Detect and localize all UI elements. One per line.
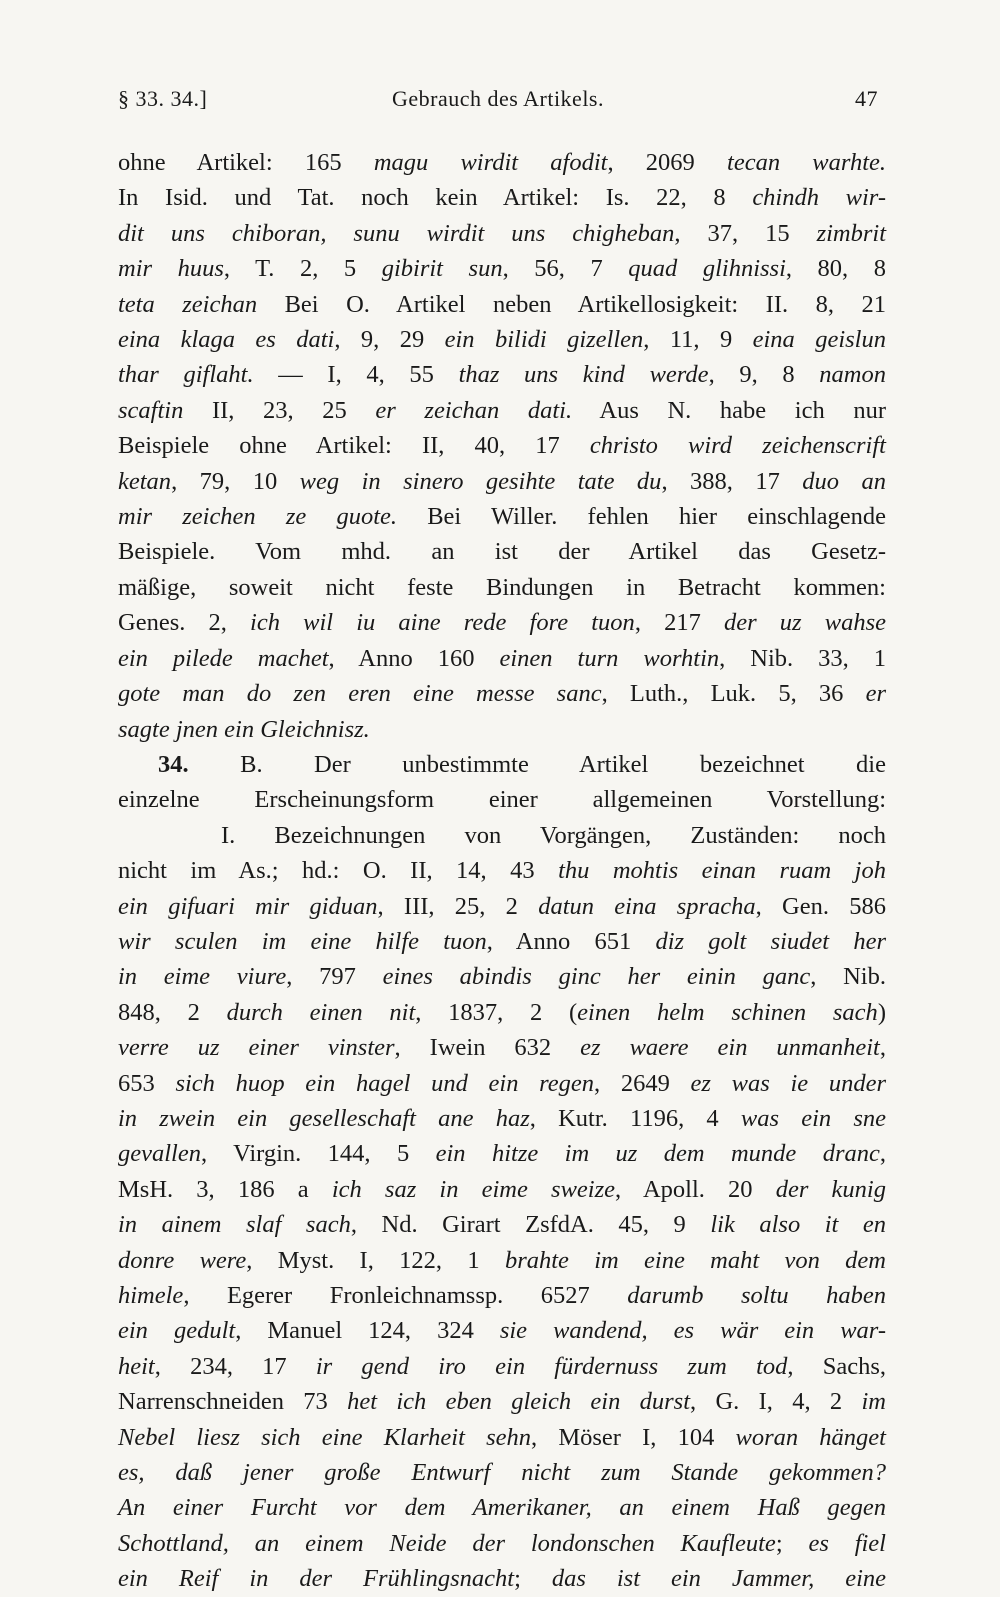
text-line: [118, 995, 886, 1030]
text-run: Beispiele ohne Artikel: II, 40, 17: [118, 432, 590, 460]
text-run: In Isid. und Tat. noch kein Artikel: Is. 22, 8: [118, 184, 753, 212]
italic-quote: mir zeichen ze guote.: [118, 503, 398, 531]
text-run: , 234, 17: [154, 1352, 316, 1380]
italic-quote: er zeichan dati.: [375, 396, 573, 424]
text-line: [118, 145, 886, 180]
italic-quote: donre were: [118, 1246, 247, 1274]
text-run: , Myst. I, 122, 1: [246, 1246, 505, 1274]
italic-quote: ein bilidi gizellen: [444, 326, 644, 354]
italic-quote: An einer Furcht vor dem Amerikaner, an einem Haß gegen: [118, 1494, 886, 1522]
text-line: [118, 322, 886, 357]
text-line: [118, 216, 886, 251]
italic-quote: thar giflaht.: [118, 361, 254, 389]
text-run: Bei Willer. fehlen hier einschlagende: [397, 503, 886, 531]
text-line: [118, 818, 886, 853]
text-run: II, 23, 25: [183, 396, 376, 424]
text-line: [118, 641, 886, 676]
italic-quote: darumb soltu haben: [627, 1282, 886, 1309]
text-run: nicht im As.; hd.: O. II, 14, 43: [118, 857, 559, 885]
italic-quote: durch einen nit: [226, 998, 416, 1026]
running-title: Gebrauch des Artikels.: [392, 86, 604, 111]
text-line: [118, 676, 886, 711]
text-line: [118, 1420, 886, 1455]
text-run: Beispiele. Vom mhd. an ist der Artikel das Gesetz-: [118, 538, 886, 566]
text-line: [118, 1561, 886, 1596]
italic-quote: der kunig: [775, 1175, 886, 1203]
italic-quote: gevallen: [118, 1140, 201, 1168]
text-line: [118, 853, 886, 888]
text-run: , Manuel 124, 324: [235, 1317, 500, 1345]
text-run: , Nd. Girart ZsfdA. 45, 9: [350, 1211, 711, 1239]
italic-quote: weg in sinero gesihte tate du: [299, 467, 662, 495]
text-run: , III, 25, 2: [377, 892, 539, 920]
italic-quote: einen turn worhtin: [499, 644, 720, 672]
text-line: [118, 1243, 886, 1278]
italic-quote: teta zeichan: [118, 290, 258, 318]
italic-quote: datun eina spracha: [538, 892, 756, 920]
text-run: , 797: [286, 963, 383, 991]
text-line: [118, 1313, 886, 1348]
text-line: [118, 251, 886, 286]
text-run: , 2069: [607, 149, 728, 176]
italic-quote: zimbrit: [816, 219, 886, 247]
text-run: , 9, 8: [708, 361, 820, 389]
section-number: 34.: [158, 750, 189, 778]
text-line: [118, 1101, 886, 1136]
italic-quote: ein Reif in der Frühlingsnacht: [118, 1565, 515, 1593]
text-line: [118, 180, 886, 215]
text-run: , Egerer Fronleichnamssp. 6527: [183, 1282, 628, 1309]
italic-quote: duo an: [802, 467, 886, 495]
text-line: [118, 1207, 886, 1242]
italic-quote: verre uz einer vinster: [118, 1034, 395, 1062]
italic-quote: in ainem slaf sach: [118, 1211, 351, 1239]
italic-quote: in zwein ein geselleschaft ane haz: [118, 1104, 530, 1132]
text-run: , 388, 17: [661, 467, 803, 495]
text-run: ,: [879, 1140, 886, 1168]
text-run: , 2649: [594, 1069, 691, 1097]
text-run: , 11, 9: [643, 326, 753, 354]
italic-quote: ez waere ein unmanheit: [580, 1034, 880, 1062]
text-run: ): [877, 998, 886, 1026]
text-run: I. Bezeichnungen von Vorgängen, Zuständen: noch: [221, 821, 886, 849]
text-line: [118, 1066, 886, 1101]
italic-quote: woran hänget: [735, 1423, 886, 1451]
italic-quote: mir huus: [118, 255, 224, 283]
italic-quote: ez was ie under: [690, 1069, 887, 1097]
text-run: , Kutr. 1196, 4: [529, 1104, 741, 1132]
text-line: [118, 1030, 886, 1065]
italic-quote: es, daß jener große Entwurf nicht zum Stande gekommen?: [118, 1459, 886, 1487]
running-header: [118, 86, 878, 116]
italic-quote: sich huop ein hagel und ein regen: [175, 1069, 595, 1097]
italic-quote: thu mohtis einan ruam joh: [558, 857, 886, 885]
italic-quote: was ein sne: [740, 1104, 886, 1132]
text-line: [118, 1526, 886, 1561]
text-run: 653: [118, 1069, 176, 1097]
text-line: [118, 570, 886, 605]
section-reference: § 33. 34.]: [118, 86, 208, 111]
text-line: [118, 959, 886, 994]
text-line: [118, 605, 886, 640]
italic-quote: chindh wir-: [752, 184, 886, 212]
text-line: [118, 534, 886, 569]
text-run: , 80, 8: [785, 255, 886, 283]
text-run: , Möser I, 104: [531, 1423, 736, 1451]
text-line: [118, 747, 886, 782]
text-run: ;: [775, 1529, 809, 1557]
italic-quote: ein gifuari mir giduan: [118, 892, 378, 920]
italic-quote: sie wandend, es wär ein war-: [499, 1317, 886, 1345]
text-line: [118, 287, 886, 322]
text-run: MsH. 3, 186 a: [118, 1175, 332, 1203]
italic-quote: namon: [819, 361, 886, 389]
italic-quote: der uz wahse: [724, 609, 886, 637]
text-run: , Virgin. 144, 5: [201, 1140, 436, 1168]
italic-quote: im: [861, 1388, 886, 1416]
italic-quote: heit: [118, 1352, 155, 1380]
italic-quote: thaz uns kind werde: [458, 361, 709, 389]
italic-quote: das ist ein Jammer, eine: [551, 1565, 886, 1593]
italic-quote: Schottland, an einem Neide der londonschen Kaufleute: [118, 1529, 776, 1557]
text-line: [118, 1349, 886, 1384]
text-line: [118, 393, 886, 428]
text-run: , Luth., Luk. 5, 36: [601, 680, 866, 708]
text-line: [118, 1384, 886, 1419]
italic-quote: eina klaga es dati: [118, 326, 335, 354]
text-line: [118, 782, 886, 817]
italic-quote: het ich eben gleich ein durst: [347, 1388, 691, 1416]
italic-quote: lik also it en: [710, 1211, 886, 1239]
text-line: [118, 428, 886, 463]
italic-quote: ketan: [118, 467, 172, 495]
text-run: , Iwein 632: [394, 1034, 581, 1062]
italic-quote: ein pilede machet: [118, 644, 329, 672]
italic-quote: tecan warhte.: [727, 149, 887, 176]
text-line: [118, 924, 886, 959]
text-line: [118, 1278, 886, 1313]
italic-quote: christo wird zeichenscrift: [589, 432, 886, 460]
text-line: [118, 464, 886, 499]
italic-quote: dit uns chiboran, sunu wirdit uns chigheban: [118, 219, 675, 247]
text-line: [118, 712, 886, 747]
text-run: , Apoll. 20: [615, 1175, 776, 1203]
text-run: , Gen. 586: [755, 892, 886, 920]
text-run: , Anno 160: [328, 644, 500, 672]
italic-quote: quad glihnissi: [628, 255, 786, 283]
italic-quote: in eime viure: [118, 963, 287, 991]
text-run: , 37, 15: [674, 219, 817, 247]
italic-quote: diz golt siudet her: [655, 927, 886, 955]
text-run: ohne Artikel: 165: [118, 149, 374, 176]
text-run: , Nib. 33, 1: [719, 644, 887, 672]
text-run: mäßige, soweit nicht feste Bindungen in Betracht kommen:: [118, 573, 886, 601]
italic-quote: wir sculen im eine hilfe tuon: [118, 927, 487, 955]
italic-quote: er: [865, 680, 886, 708]
italic-quote: ein gedult: [118, 1317, 236, 1345]
italic-quote: sagte jnen ein Gleichnisz.: [118, 715, 370, 743]
text-run: Aus N. habe ich nur: [572, 396, 886, 424]
text-run: Genes. 2,: [118, 609, 251, 637]
text-run: , T. 2, 5: [223, 255, 382, 283]
text-line: [118, 889, 886, 924]
text-run: ;: [514, 1565, 552, 1593]
text-run: , 79, 10: [171, 467, 300, 495]
italic-quote: einen helm schinen sach: [577, 998, 878, 1026]
italic-quote: himele: [118, 1282, 184, 1309]
italic-quote: magu wirdit afodit: [373, 149, 608, 176]
italic-quote: eines abindis ginc her einin ganc: [382, 963, 811, 991]
text-run: , 9, 29: [334, 326, 445, 354]
text-run: , 56, 7: [502, 255, 629, 283]
italic-quote: ich saz in eime sweize: [331, 1175, 616, 1203]
text-run: , Sachs,: [787, 1352, 887, 1380]
text-run: ,: [879, 1034, 886, 1062]
text-line: [118, 499, 886, 534]
text-run: B. Der unbestimmte Artikel bezeichnet die: [188, 750, 886, 778]
italic-quote: brahte im eine maht von dem: [504, 1246, 886, 1274]
italic-quote: es fiel: [808, 1529, 886, 1557]
text-run: einzelne Erscheinungsform einer allgemeinen Vorstellung:: [118, 786, 886, 814]
text-line: [118, 357, 886, 392]
text-run: 848, 2: [118, 998, 227, 1026]
text-run: , Anno 651: [486, 927, 656, 955]
italic-quote: ich wil iu aine rede fore tuon: [250, 609, 635, 637]
text-line: [118, 1172, 886, 1207]
italic-quote: ein hitze im uz dem munde dranc: [435, 1140, 880, 1168]
italic-quote: eina geislun: [752, 326, 886, 354]
text-line: [118, 1490, 886, 1525]
page-number: 47: [855, 86, 878, 111]
text-line: [118, 1455, 886, 1490]
text-run: Bei O. Artikel neben Artikellosigkeit: II. 8, 21: [257, 290, 886, 318]
italic-quote: ir gend iro ein fürdernuss zum tod: [315, 1352, 788, 1380]
italic-quote: gote man do zen eren eine messe sanc: [118, 680, 602, 708]
body-text: [118, 145, 886, 1597]
text-run: , Nib.: [810, 963, 886, 991]
text-run: , 217: [634, 609, 724, 637]
text-run: — I, 4, 55: [253, 361, 459, 389]
text-run: Narrenschneiden 73: [118, 1388, 348, 1416]
italic-quote: scaftin: [118, 396, 184, 424]
text-run: , 1837, 2 (: [415, 998, 578, 1026]
italic-quote: Nebel liesz sich eine Klarheit sehn: [118, 1423, 532, 1451]
text-line: [118, 1136, 886, 1171]
text-run: , G. I, 4, 2: [690, 1388, 862, 1416]
italic-quote: gibirit sun: [381, 255, 503, 283]
